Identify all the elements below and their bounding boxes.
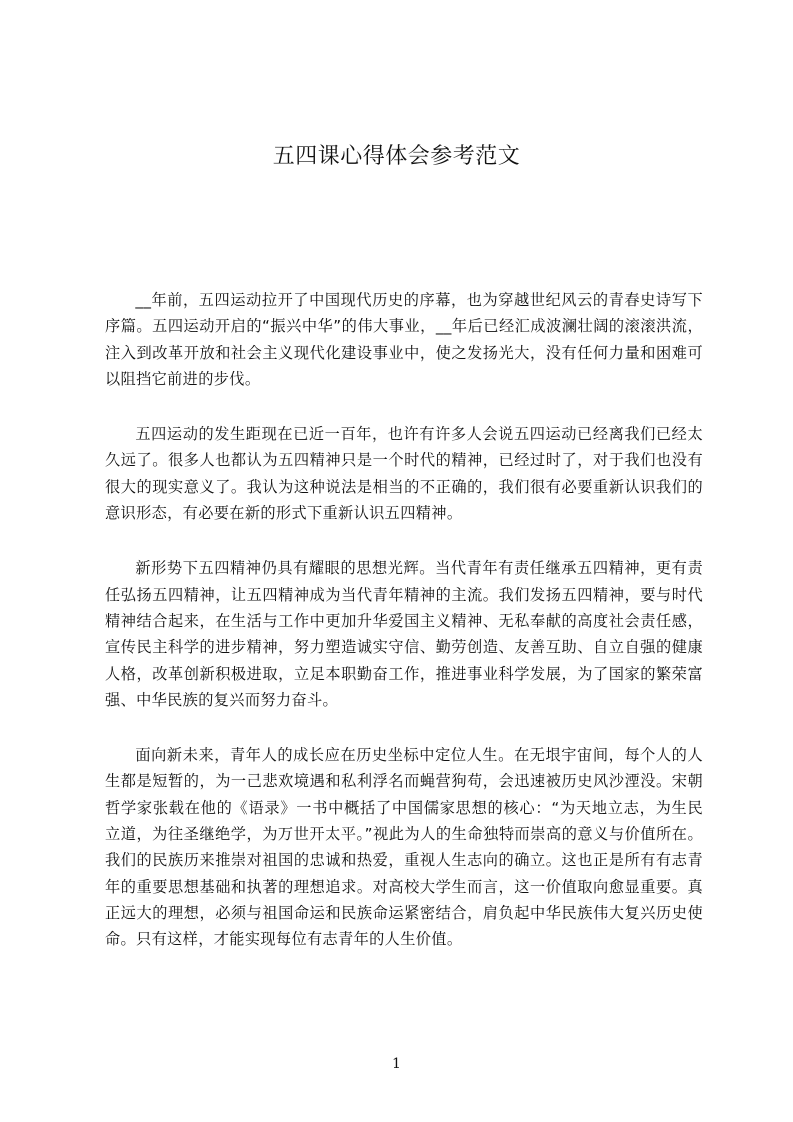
paragraph-4: 面向新未来，青年人的成长应在历史坐标中定位人生。在无垠宇宙间，每个人的人生都是短暂的，为一己悲欢境遇和私利浮名而蝇营狗苟，会迅速被历史风沙湮没。宋朝哲学家张载在他的《语录》一书中概括了中国儒家思想的核心：“为天地立志，为生民立道，为往圣继绝学，为万世开太平。”视此为人的生命独特而崇高的意义与价值所在。我们的民族历来推崇对祖国的忠诚和热爱，重视人生志向的确立。这也正是所有有志青年的重要思想基础和执著的理想追求。对高校大学生而言，这一价值取向愈显重要。真正远大的理想，必须与祖国命运和民族命运紧密结合，肩负起中华民族伟大复兴历史使命。只有这样，才能实现每位有志青年的人生价值。: [105, 746, 703, 949]
document-body: [105, 287, 703, 982]
paragraph-1: __年前，五四运动拉开了中国现代历史的序幕，也为穿越世纪风云的青春史诗写下序篇。五四运动开启的“振兴中华”的伟大事业，__年后已经汇成波澜壮阔的滚滚洪流，注入到改革开放和社会主义现代化建设事业中，使之发扬光大，没有任何力量和困难可以阻挡它前进的步伐。: [105, 291, 703, 388]
paragraph-2: 五四运动的发生距现在已近一百年，也许有许多人会说五四运动已经离我们已经太久远了。很多人也都认为五四精神只是一个时代的精神，已经过时了，对于我们也没有很大的现实意义了。我认为这种说法是相当的不正确的，我们很有必要重新认识我们的意识形态，有必要在新的形式下重新认识五四精神。: [105, 425, 703, 523]
page-number: 1: [392, 1056, 401, 1072]
paragraph-3: 新形势下五四精神仍具有耀眼的思想光辉。当代青年有责任继承五四精神，更有责任弘扬五四精神，让五四精神成为当代青年精神的主流。我们发扬五四精神，要与时代精神结合起来，在生活与工作中更加升华爱国主义精神、无私奉献的高度社会责任感，宣传民主科学的进步精神，努力塑造诚实守信、勤劳创造、友善互助、自立自强的健康人格，改革创新积极进取，立足本职勤奋工作，推进事业科学发展，为了国家的繁荣富强、中华民族的复兴而努力奋斗。: [105, 559, 703, 709]
document-title: 五四课心得体会参考范文: [272, 144, 521, 169]
